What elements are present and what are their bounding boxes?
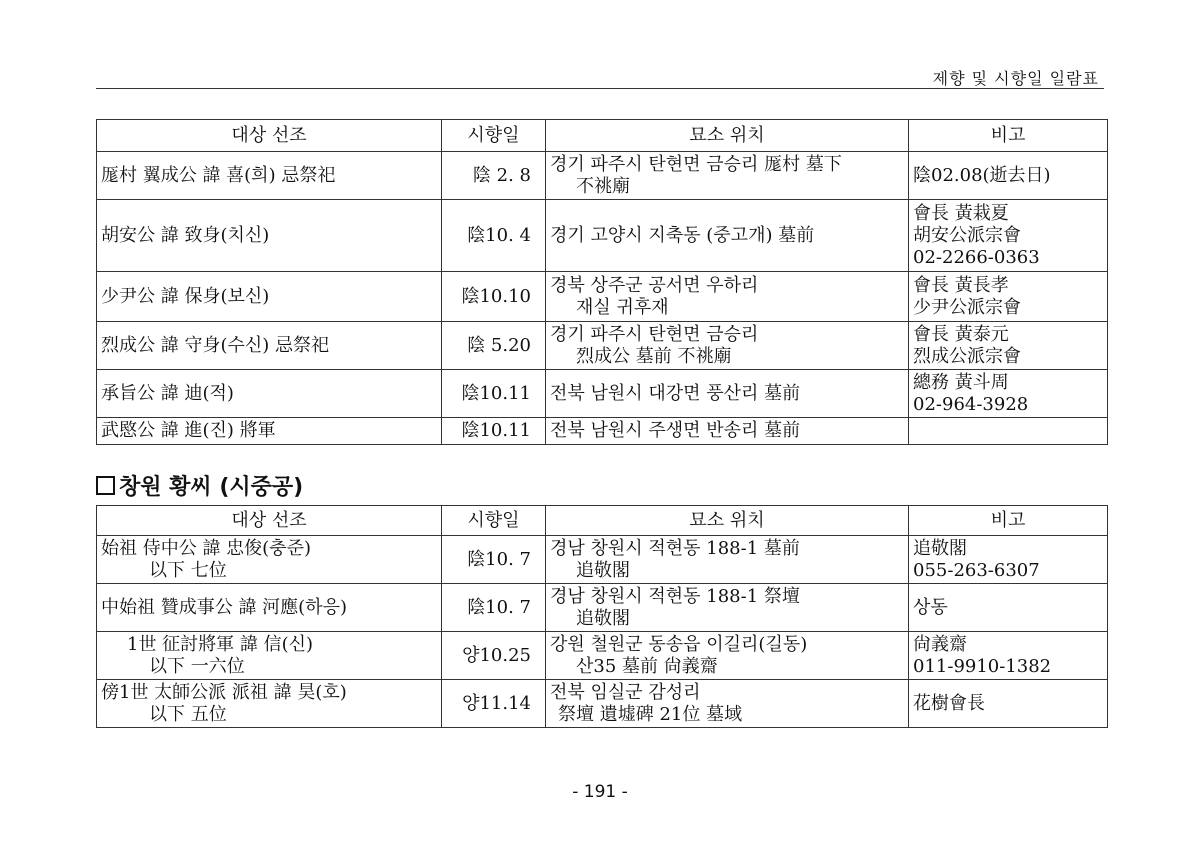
rite-date-cell: 陰10.11	[442, 418, 546, 445]
column-header-note: 비고	[909, 506, 1108, 536]
ancestor-cell: 傍1世 太師公派 派祖 諱 昊(호) 以下 五位	[97, 680, 442, 728]
square-bullet-icon	[96, 476, 115, 495]
ancestor-cell: 少尹公 諱 保身(보신)	[97, 272, 442, 322]
table-header-row	[97, 506, 1108, 536]
table-row	[97, 418, 1108, 445]
note-cell: 花樹會長	[909, 680, 1108, 728]
grave-location-cell: 전북 임실군 감성리 祭壇 遺墟碑 21位 墓域	[546, 680, 909, 728]
table-row	[97, 370, 1108, 418]
rite-date-cell: 陰10. 7	[442, 584, 546, 632]
table-row	[97, 272, 1108, 322]
note-cell: 상동	[909, 584, 1108, 632]
column-header-ancestor: 대상 선조	[97, 120, 442, 152]
table-row	[97, 322, 1108, 370]
table-row	[97, 152, 1108, 200]
ancestor-cell: 武愍公 諱 進(진) 將軍	[97, 418, 442, 445]
grave-location-cell: 경기 고양시 지축동 (중고개) 墓前	[546, 200, 909, 272]
note-cell: 會長 黃泰元 烈成公派宗會	[909, 322, 1108, 370]
table-row	[97, 536, 1108, 584]
ancestor-cell: 中始祖 贊成事公 諱 河應(하응)	[97, 584, 442, 632]
grave-location-cell: 경기 파주시 탄현면 금승리 厖村 墓下 不祧廟	[546, 152, 909, 200]
rite-date-cell: 陰 2. 8	[442, 152, 546, 200]
section-heading: 창원 황씨 (시중공)	[96, 470, 303, 501]
grave-location-cell: 강원 철원군 동송읍 이길리(길동) 산35 墓前 尙義齋	[546, 632, 909, 680]
ancestor-cell: 胡安公 諱 致身(치신)	[97, 200, 442, 272]
hwang-ancestor-rites-table	[96, 119, 1108, 445]
grave-location-cell: 경남 창원시 적현동 188-1 祭壇 追敬閣	[546, 584, 909, 632]
note-cell: 尙義齋 011-9910-1382	[909, 632, 1108, 680]
changwon-hwang-rites-table	[96, 505, 1108, 728]
grave-location-cell: 전북 남원시 대강면 풍산리 墓前	[546, 370, 909, 418]
column-header-date: 시향일	[442, 506, 546, 536]
table-row	[97, 632, 1108, 680]
rite-date-cell: 양10.25	[442, 632, 546, 680]
column-header-location: 묘소 위치	[546, 506, 909, 536]
ancestor-cell: 1世 征討將軍 諱 信(신) 以下 一六位	[97, 632, 442, 680]
column-header-date: 시향일	[442, 120, 546, 152]
note-cell: 總務 黃斗周 02-964-3928	[909, 370, 1108, 418]
note-cell: 陰02.08(逝去日)	[909, 152, 1108, 200]
table-row	[97, 680, 1108, 728]
rite-date-cell: 陰10. 7	[442, 536, 546, 584]
rite-date-cell: 양11.14	[442, 680, 546, 728]
ancestor-cell: 厖村 翼成公 諱 喜(희) 忌祭祀	[97, 152, 442, 200]
page-number: - 191 -	[572, 782, 628, 802]
grave-location-cell: 전북 남원시 주생면 반송리 墓前	[546, 418, 909, 445]
table-row	[97, 200, 1108, 272]
note-cell: 追敬閣 055-263-6307	[909, 536, 1108, 584]
column-header-location: 묘소 위치	[546, 120, 909, 152]
note-cell: 會長 黃栽夏 胡安公派宗會 02-2266-0363	[909, 200, 1108, 272]
ancestor-cell: 承旨公 諱 迪(적)	[97, 370, 442, 418]
table-header-row	[97, 120, 1108, 152]
table-row	[97, 584, 1108, 632]
running-header-title: 제향 및 시향일 일람표	[932, 69, 1099, 88]
rite-date-cell: 陰 5.20	[442, 322, 546, 370]
ancestor-cell: 烈成公 諱 守身(수신) 忌祭祀	[97, 322, 442, 370]
header-divider	[96, 88, 1104, 89]
column-header-ancestor: 대상 선조	[97, 506, 442, 536]
note-cell: 會長 黃長孝 少尹公派宗會	[909, 272, 1108, 322]
grave-location-cell: 경남 창원시 적현동 188-1 墓前 追敬閣	[546, 536, 909, 584]
column-header-note: 비고	[909, 120, 1108, 152]
rite-date-cell: 陰10.10	[442, 272, 546, 322]
grave-location-cell: 경기 파주시 탄현면 금승리 烈成公 墓前 不祧廟	[546, 322, 909, 370]
note-cell	[909, 418, 1108, 445]
rite-date-cell: 陰10. 4	[442, 200, 546, 272]
ancestor-cell: 始祖 侍中公 諱 忠俊(충준) 以下 七位	[97, 536, 442, 584]
grave-location-cell: 경북 상주군 공서면 우하리 재실 귀후재	[546, 272, 909, 322]
rite-date-cell: 陰10.11	[442, 370, 546, 418]
